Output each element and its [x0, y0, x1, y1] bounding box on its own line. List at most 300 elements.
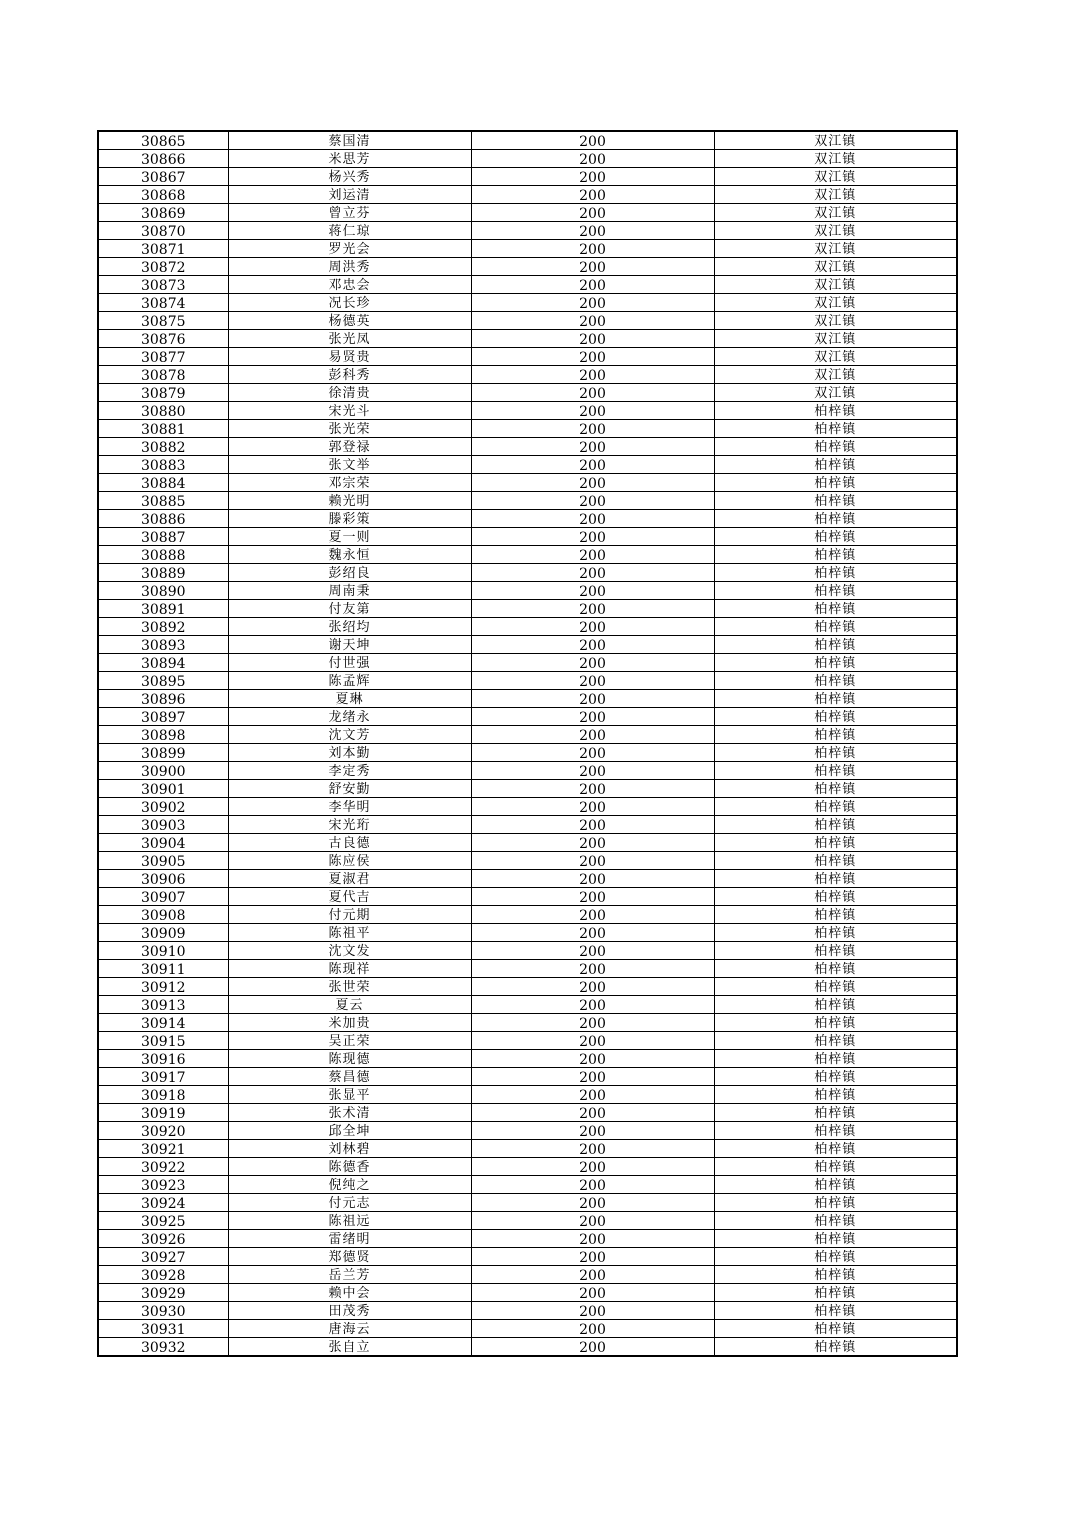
name-cell: 赖光明	[228, 492, 471, 510]
table-row	[98, 546, 957, 564]
table-row	[98, 258, 957, 276]
amount-cell: 200	[471, 1284, 714, 1302]
table-row	[98, 888, 957, 906]
record-number-cell: 30926	[98, 1230, 228, 1248]
amount-cell: 200	[471, 618, 714, 636]
town-cell: 柏梓镇	[714, 924, 957, 942]
name-cell: 邓宗荣	[228, 474, 471, 492]
table-row	[98, 1284, 957, 1302]
amount-cell: 200	[471, 870, 714, 888]
roster-table-body	[98, 131, 957, 1356]
name-cell: 付元期	[228, 906, 471, 924]
amount-cell: 200	[471, 726, 714, 744]
record-number-cell: 30910	[98, 942, 228, 960]
amount-cell: 200	[471, 1140, 714, 1158]
name-cell: 古良德	[228, 834, 471, 852]
table-row	[98, 798, 957, 816]
name-cell: 夏琳	[228, 690, 471, 708]
name-cell: 易贤贵	[228, 348, 471, 366]
amount-cell: 200	[471, 852, 714, 870]
amount-cell: 200	[471, 402, 714, 420]
town-cell: 柏梓镇	[714, 582, 957, 600]
record-number-cell: 30916	[98, 1050, 228, 1068]
name-cell: 米思芳	[228, 150, 471, 168]
name-cell: 邱全坤	[228, 1122, 471, 1140]
town-cell: 柏梓镇	[714, 1320, 957, 1338]
record-number-cell: 30911	[98, 960, 228, 978]
town-cell: 柏梓镇	[714, 960, 957, 978]
amount-cell: 200	[471, 258, 714, 276]
amount-cell: 200	[471, 1158, 714, 1176]
table-row	[98, 708, 957, 726]
name-cell: 付友第	[228, 600, 471, 618]
record-number-cell: 30868	[98, 186, 228, 204]
town-cell: 柏梓镇	[714, 1284, 957, 1302]
town-cell: 双江镇	[714, 150, 957, 168]
town-cell: 双江镇	[714, 276, 957, 294]
amount-cell: 200	[471, 816, 714, 834]
name-cell: 罗光会	[228, 240, 471, 258]
name-cell: 雷绪明	[228, 1230, 471, 1248]
record-number-cell: 30922	[98, 1158, 228, 1176]
table-row	[98, 1158, 957, 1176]
record-number-cell: 30927	[98, 1248, 228, 1266]
amount-cell: 200	[471, 834, 714, 852]
town-cell: 柏梓镇	[714, 1050, 957, 1068]
amount-cell: 200	[471, 1194, 714, 1212]
amount-cell: 200	[471, 1086, 714, 1104]
record-number-cell: 30909	[98, 924, 228, 942]
town-cell: 柏梓镇	[714, 1248, 957, 1266]
table-row	[98, 1248, 957, 1266]
town-cell: 柏梓镇	[714, 1194, 957, 1212]
name-cell: 沈文芳	[228, 726, 471, 744]
name-cell: 邓忠会	[228, 276, 471, 294]
record-number-cell: 30918	[98, 1086, 228, 1104]
town-cell: 柏梓镇	[714, 456, 957, 474]
record-number-cell: 30869	[98, 204, 228, 222]
name-cell: 刘林碧	[228, 1140, 471, 1158]
name-cell: 付元志	[228, 1194, 471, 1212]
town-cell: 柏梓镇	[714, 564, 957, 582]
table-row	[98, 564, 957, 582]
table-row	[98, 131, 957, 150]
name-cell: 徐清贵	[228, 384, 471, 402]
record-number-cell: 30925	[98, 1212, 228, 1230]
town-cell: 柏梓镇	[714, 1104, 957, 1122]
table-row	[98, 978, 957, 996]
table-row	[98, 1176, 957, 1194]
amount-cell: 200	[471, 492, 714, 510]
table-row	[98, 744, 957, 762]
amount-cell: 200	[471, 942, 714, 960]
record-number-cell: 30874	[98, 294, 228, 312]
town-cell: 柏梓镇	[714, 636, 957, 654]
table-row	[98, 1212, 957, 1230]
town-cell: 柏梓镇	[714, 654, 957, 672]
town-cell: 柏梓镇	[714, 852, 957, 870]
table-row	[98, 762, 957, 780]
amount-cell: 200	[471, 636, 714, 654]
name-cell: 李华明	[228, 798, 471, 816]
town-cell: 双江镇	[714, 366, 957, 384]
table-row	[98, 1320, 957, 1338]
name-cell: 张绍均	[228, 618, 471, 636]
record-number-cell: 30901	[98, 780, 228, 798]
record-number-cell: 30879	[98, 384, 228, 402]
table-row	[98, 582, 957, 600]
name-cell: 张世荣	[228, 978, 471, 996]
name-cell: 陈德香	[228, 1158, 471, 1176]
table-row	[98, 474, 957, 492]
amount-cell: 200	[471, 1068, 714, 1086]
table-row	[98, 1014, 957, 1032]
amount-cell: 200	[471, 1032, 714, 1050]
amount-cell: 200	[471, 672, 714, 690]
name-cell: 张自立	[228, 1338, 471, 1357]
town-cell: 柏梓镇	[714, 546, 957, 564]
town-cell: 双江镇	[714, 294, 957, 312]
name-cell: 张光荣	[228, 420, 471, 438]
table-row	[98, 1032, 957, 1050]
table-row	[98, 186, 957, 204]
table-row	[98, 690, 957, 708]
amount-cell: 200	[471, 204, 714, 222]
name-cell: 付世强	[228, 654, 471, 672]
record-number-cell: 30920	[98, 1122, 228, 1140]
amount-cell: 200	[471, 1122, 714, 1140]
name-cell: 刘运清	[228, 186, 471, 204]
name-cell: 陈祖平	[228, 924, 471, 942]
record-number-cell: 30881	[98, 420, 228, 438]
amount-cell: 200	[471, 690, 714, 708]
record-number-cell: 30877	[98, 348, 228, 366]
table-row	[98, 1086, 957, 1104]
table-row	[98, 996, 957, 1014]
table-row	[98, 312, 957, 330]
amount-cell: 200	[471, 1014, 714, 1032]
town-cell: 柏梓镇	[714, 834, 957, 852]
town-cell: 柏梓镇	[714, 798, 957, 816]
amount-cell: 200	[471, 654, 714, 672]
table-row	[98, 942, 957, 960]
record-number-cell: 30876	[98, 330, 228, 348]
amount-cell: 200	[471, 960, 714, 978]
town-cell: 双江镇	[714, 240, 957, 258]
amount-cell: 200	[471, 474, 714, 492]
amount-cell: 200	[471, 1176, 714, 1194]
amount-cell: 200	[471, 294, 714, 312]
table-row	[98, 636, 957, 654]
town-cell: 柏梓镇	[714, 1266, 957, 1284]
amount-cell: 200	[471, 1320, 714, 1338]
record-number-cell: 30913	[98, 996, 228, 1014]
name-cell: 夏代吉	[228, 888, 471, 906]
town-cell: 柏梓镇	[714, 1014, 957, 1032]
record-number-cell: 30898	[98, 726, 228, 744]
table-row	[98, 150, 957, 168]
name-cell: 宋光斗	[228, 402, 471, 420]
table-row	[98, 366, 957, 384]
town-cell: 柏梓镇	[714, 1230, 957, 1248]
name-cell: 滕彩策	[228, 510, 471, 528]
record-number-cell: 30903	[98, 816, 228, 834]
town-cell: 柏梓镇	[714, 1140, 957, 1158]
record-number-cell: 30924	[98, 1194, 228, 1212]
table-row	[98, 384, 957, 402]
town-cell: 柏梓镇	[714, 708, 957, 726]
town-cell: 柏梓镇	[714, 1158, 957, 1176]
table-row	[98, 870, 957, 888]
town-cell: 柏梓镇	[714, 1032, 957, 1050]
town-cell: 柏梓镇	[714, 492, 957, 510]
record-number-cell: 30915	[98, 1032, 228, 1050]
amount-cell: 200	[471, 131, 714, 150]
amount-cell: 200	[471, 546, 714, 564]
town-cell: 柏梓镇	[714, 672, 957, 690]
town-cell: 柏梓镇	[714, 978, 957, 996]
town-cell: 双江镇	[714, 222, 957, 240]
table-row	[98, 1338, 957, 1357]
record-number-cell: 30885	[98, 492, 228, 510]
town-cell: 柏梓镇	[714, 780, 957, 798]
town-cell: 柏梓镇	[714, 1338, 957, 1357]
town-cell: 柏梓镇	[714, 438, 957, 456]
record-number-cell: 30908	[98, 906, 228, 924]
record-number-cell: 30893	[98, 636, 228, 654]
table-row	[98, 528, 957, 546]
name-cell: 张文举	[228, 456, 471, 474]
town-cell: 柏梓镇	[714, 420, 957, 438]
table-row	[98, 1230, 957, 1248]
record-number-cell: 30867	[98, 168, 228, 186]
town-cell: 双江镇	[714, 384, 957, 402]
amount-cell: 200	[471, 996, 714, 1014]
town-cell: 柏梓镇	[714, 996, 957, 1014]
record-number-cell: 30889	[98, 564, 228, 582]
name-cell: 赖中会	[228, 1284, 471, 1302]
name-cell: 蔡国清	[228, 131, 471, 150]
record-number-cell: 30931	[98, 1320, 228, 1338]
amount-cell: 200	[471, 564, 714, 582]
name-cell: 田茂秀	[228, 1302, 471, 1320]
town-cell: 双江镇	[714, 168, 957, 186]
amount-cell: 200	[471, 420, 714, 438]
amount-cell: 200	[471, 708, 714, 726]
town-cell: 柏梓镇	[714, 906, 957, 924]
record-number-cell: 30875	[98, 312, 228, 330]
name-cell: 陈现德	[228, 1050, 471, 1068]
amount-cell: 200	[471, 1248, 714, 1266]
record-number-cell: 30912	[98, 978, 228, 996]
amount-cell: 200	[471, 366, 714, 384]
table-row	[98, 222, 957, 240]
table-row	[98, 1050, 957, 1068]
table-row	[98, 348, 957, 366]
record-number-cell: 30900	[98, 762, 228, 780]
town-cell: 双江镇	[714, 131, 957, 150]
name-cell: 周南秉	[228, 582, 471, 600]
amount-cell: 200	[471, 888, 714, 906]
name-cell: 龙绪永	[228, 708, 471, 726]
name-cell: 吴正荣	[228, 1032, 471, 1050]
record-number-cell: 30892	[98, 618, 228, 636]
record-number-cell: 30884	[98, 474, 228, 492]
amount-cell: 200	[471, 924, 714, 942]
town-cell: 柏梓镇	[714, 870, 957, 888]
town-cell: 双江镇	[714, 258, 957, 276]
record-number-cell: 30890	[98, 582, 228, 600]
name-cell: 谢天坤	[228, 636, 471, 654]
amount-cell: 200	[471, 456, 714, 474]
name-cell: 陈孟辉	[228, 672, 471, 690]
record-number-cell: 30921	[98, 1140, 228, 1158]
table-row	[98, 510, 957, 528]
name-cell: 郭登禄	[228, 438, 471, 456]
name-cell: 舒安勤	[228, 780, 471, 798]
town-cell: 柏梓镇	[714, 1122, 957, 1140]
record-number-cell: 30888	[98, 546, 228, 564]
table-row	[98, 492, 957, 510]
town-cell: 柏梓镇	[714, 402, 957, 420]
amount-cell: 200	[471, 1050, 714, 1068]
town-cell: 柏梓镇	[714, 510, 957, 528]
table-row	[98, 1302, 957, 1320]
record-number-cell: 30917	[98, 1068, 228, 1086]
table-row	[98, 1266, 957, 1284]
table-row	[98, 1194, 957, 1212]
name-cell: 夏云	[228, 996, 471, 1014]
record-number-cell: 30871	[98, 240, 228, 258]
record-number-cell: 30930	[98, 1302, 228, 1320]
table-row	[98, 1068, 957, 1086]
table-row	[98, 168, 957, 186]
table-row	[98, 672, 957, 690]
amount-cell: 200	[471, 1302, 714, 1320]
name-cell: 彭科秀	[228, 366, 471, 384]
record-number-cell: 30899	[98, 744, 228, 762]
amount-cell: 200	[471, 1266, 714, 1284]
table-row	[98, 276, 957, 294]
amount-cell: 200	[471, 186, 714, 204]
table-row	[98, 420, 957, 438]
town-cell: 双江镇	[714, 348, 957, 366]
record-number-cell: 30904	[98, 834, 228, 852]
name-cell: 夏淑君	[228, 870, 471, 888]
town-cell: 柏梓镇	[714, 600, 957, 618]
town-cell: 柏梓镇	[714, 1212, 957, 1230]
name-cell: 周洪秀	[228, 258, 471, 276]
table-row	[98, 438, 957, 456]
amount-cell: 200	[471, 348, 714, 366]
name-cell: 蔡昌德	[228, 1068, 471, 1086]
amount-cell: 200	[471, 510, 714, 528]
town-cell: 柏梓镇	[714, 690, 957, 708]
name-cell: 唐海云	[228, 1320, 471, 1338]
name-cell: 李定秀	[228, 762, 471, 780]
table-row	[98, 924, 957, 942]
record-number-cell: 30880	[98, 402, 228, 420]
record-number-cell: 30897	[98, 708, 228, 726]
town-cell: 柏梓镇	[714, 762, 957, 780]
town-cell: 双江镇	[714, 204, 957, 222]
table-row	[98, 1140, 957, 1158]
name-cell: 张光凤	[228, 330, 471, 348]
name-cell: 沈文发	[228, 942, 471, 960]
name-cell: 倪纯之	[228, 1176, 471, 1194]
table-row	[98, 618, 957, 636]
town-cell: 柏梓镇	[714, 744, 957, 762]
amount-cell: 200	[471, 978, 714, 996]
record-number-cell: 30928	[98, 1266, 228, 1284]
record-number-cell: 30895	[98, 672, 228, 690]
amount-cell: 200	[471, 582, 714, 600]
table-row	[98, 852, 957, 870]
amount-cell: 200	[471, 1230, 714, 1248]
table-row	[98, 240, 957, 258]
name-cell: 郑德贤	[228, 1248, 471, 1266]
table-row	[98, 960, 957, 978]
amount-cell: 200	[471, 906, 714, 924]
amount-cell: 200	[471, 330, 714, 348]
roster-table	[97, 130, 958, 1357]
name-cell: 杨德英	[228, 312, 471, 330]
amount-cell: 200	[471, 600, 714, 618]
name-cell: 岳兰芳	[228, 1266, 471, 1284]
amount-cell: 200	[471, 528, 714, 546]
name-cell: 蒋仁琼	[228, 222, 471, 240]
table-row	[98, 456, 957, 474]
amount-cell: 200	[471, 1104, 714, 1122]
town-cell: 双江镇	[714, 312, 957, 330]
table-row	[98, 1122, 957, 1140]
town-cell: 柏梓镇	[714, 474, 957, 492]
record-number-cell: 30882	[98, 438, 228, 456]
amount-cell: 200	[471, 1212, 714, 1230]
name-cell: 彭绍良	[228, 564, 471, 582]
record-number-cell: 30902	[98, 798, 228, 816]
name-cell: 魏永恒	[228, 546, 471, 564]
record-number-cell: 30873	[98, 276, 228, 294]
town-cell: 柏梓镇	[714, 816, 957, 834]
amount-cell: 200	[471, 312, 714, 330]
name-cell: 杨兴秀	[228, 168, 471, 186]
amount-cell: 200	[471, 438, 714, 456]
table-row	[98, 726, 957, 744]
name-cell: 曾立芬	[228, 204, 471, 222]
amount-cell: 200	[471, 168, 714, 186]
table-row	[98, 600, 957, 618]
amount-cell: 200	[471, 384, 714, 402]
name-cell: 米加贵	[228, 1014, 471, 1032]
table-row	[98, 204, 957, 222]
table-row	[98, 780, 957, 798]
town-cell: 柏梓镇	[714, 888, 957, 906]
town-cell: 双江镇	[714, 186, 957, 204]
amount-cell: 200	[471, 762, 714, 780]
record-number-cell: 30906	[98, 870, 228, 888]
name-cell: 夏一则	[228, 528, 471, 546]
record-number-cell: 30872	[98, 258, 228, 276]
amount-cell: 200	[471, 744, 714, 762]
record-number-cell: 30919	[98, 1104, 228, 1122]
record-number-cell: 30883	[98, 456, 228, 474]
name-cell: 陈祖远	[228, 1212, 471, 1230]
record-number-cell: 30907	[98, 888, 228, 906]
record-number-cell: 30905	[98, 852, 228, 870]
record-number-cell: 30914	[98, 1014, 228, 1032]
table-row	[98, 330, 957, 348]
